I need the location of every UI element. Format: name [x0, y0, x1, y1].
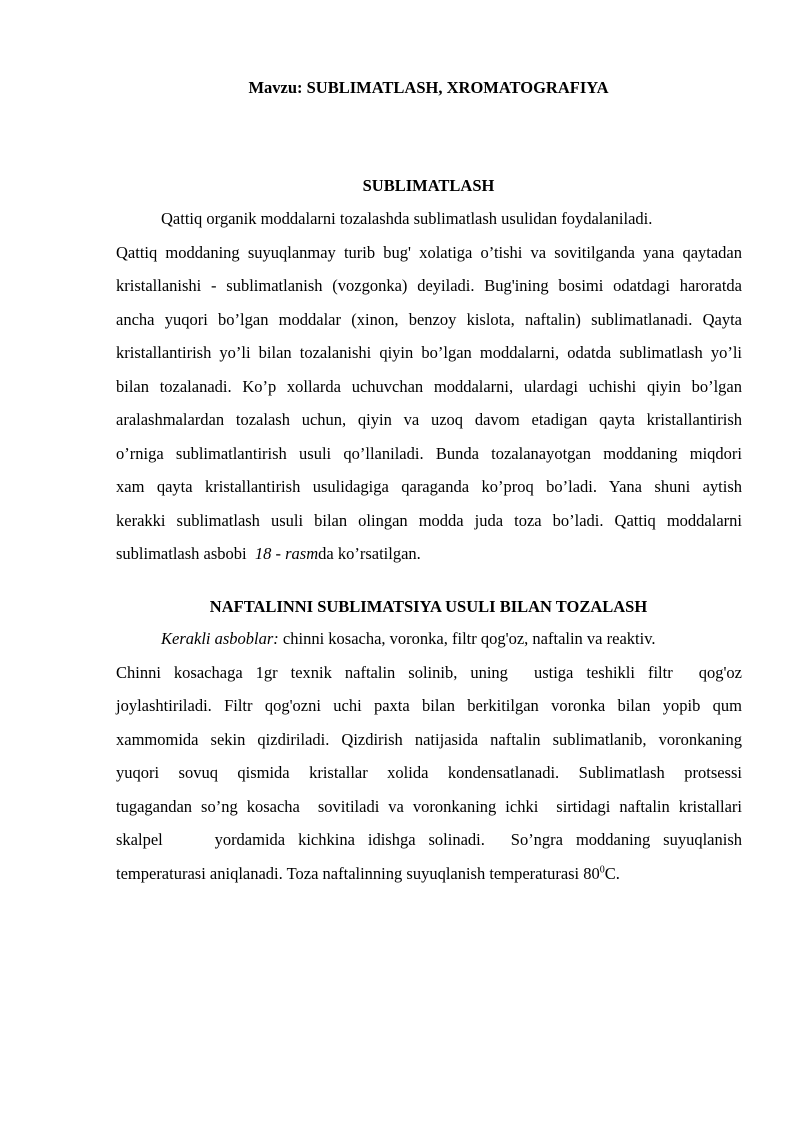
- paragraph-line: Chinni kosachaga 1gr texnik naftalin solinib, uning ustiga teshikli filtr qog'oz: [116, 662, 742, 682]
- paragraph-line: kerakki sublimatlash usuli bilan olingan modda juda toza bo’ladi. Qattiq moddalarni: [116, 510, 742, 530]
- paragraph-line: skalpel yordamida kichkina idishga solinadi. So’ngra moddaning suyuqlanish: [116, 830, 742, 849]
- paragraph-line: Qattiq organik moddalarni tozalashda sublimatlash usulidan foydalaniladi.: [161, 209, 653, 228]
- paragraph-line: joylashtiriladi. Filtr qog'ozni uchi paxta bilan berkitilgan voronka bilan yopib qum: [116, 696, 742, 715]
- paragraph-line: o’rniga sublimatlantirish usuli qo’llaniladi. Bunda tozalanayotgan moddaning miqdori: [116, 443, 742, 463]
- paragraph-line: yuqori sovuq qismida kristallar xolida kondensatlanadi. Sublimatlash protsessi: [116, 763, 742, 782]
- paragraph-line: xammomida sekin qizdiriladi. Qizdirish natijasida naftalin sublimatlanib, voronkaning: [116, 729, 742, 749]
- paragraph-line: aralashmalardan tozalash uchun, qiyin va uzoq davom etadigan qayta kristallantirish: [116, 410, 742, 429]
- figure-reference-suffix: da ko’rsatilgan.: [318, 544, 421, 563]
- melting-point-unit: C.: [604, 863, 620, 883]
- paragraph-line: kristallantirish yo’li bilan tozalanishi qiyin bo’lgan moddalarni, odatda sublimatlash yo’li: [116, 343, 742, 362]
- degree-superscript: 0: [599, 864, 605, 875]
- topic-title: Mavzu: SUBLIMATLASH, XROMATOGRAFIYA: [248, 78, 609, 97]
- paragraph-line: [116, 857, 742, 891]
- paragraph-line: tugagandan so’ng kosacha sovitiladi va voronkaning ichki sirtidagi naftalin kristallari: [116, 796, 742, 816]
- paragraph-line: [116, 622, 742, 656]
- section-body-naftalin: [116, 622, 742, 890]
- figure-reference: 18 - rasm: [254, 544, 319, 563]
- section-title-naftalin: NAFTALINNI SUBLIMATSIYA USULI BILAN TOZALASH: [209, 597, 648, 616]
- section-title-sublimatlash: SUBLIMATLASH: [362, 176, 495, 195]
- paragraph-line: xam qayta kristallantirish usulidagiga qaraganda ko’proq bo’ladi. Yana shuni aytish: [116, 477, 742, 496]
- paragraph-line: [116, 537, 742, 571]
- paragraph-line: kristallanishi - sublimatlanish (vozgonka) deyiladi. Bug'ining bosimi odatdagi haroratda: [116, 276, 742, 295]
- paragraph-line: bilan tozalanadi. Ko’p xollarda uchuvchan moddalarni, ulardagi uchishi qiyin bo’lgan: [116, 376, 742, 396]
- paragraph-line: Qattiq moddaning suyuqlanmay turib bug' xolatiga o’tishi va sovitilganda yana qaytadan: [116, 242, 742, 262]
- equipment-list: chinni kosacha, voronka, filtr qog'oz, naftalin va reaktiv.: [278, 629, 656, 648]
- section-body-sublimatlash: [116, 202, 742, 571]
- paragraph-line: ancha yuqori bo’lgan moddalar (xinon, benzoy kislota, naftalin) sublimatlanadi. Qayta: [116, 309, 742, 329]
- melting-point-text: temperaturasi aniqlanadi. Toza naftalinning suyuqlanish temperaturasi 80: [116, 863, 600, 883]
- figure-reference-prefix: sublimatlash asbobi: [116, 544, 255, 563]
- equipment-label: Kerakli asboblar:: [161, 629, 279, 648]
